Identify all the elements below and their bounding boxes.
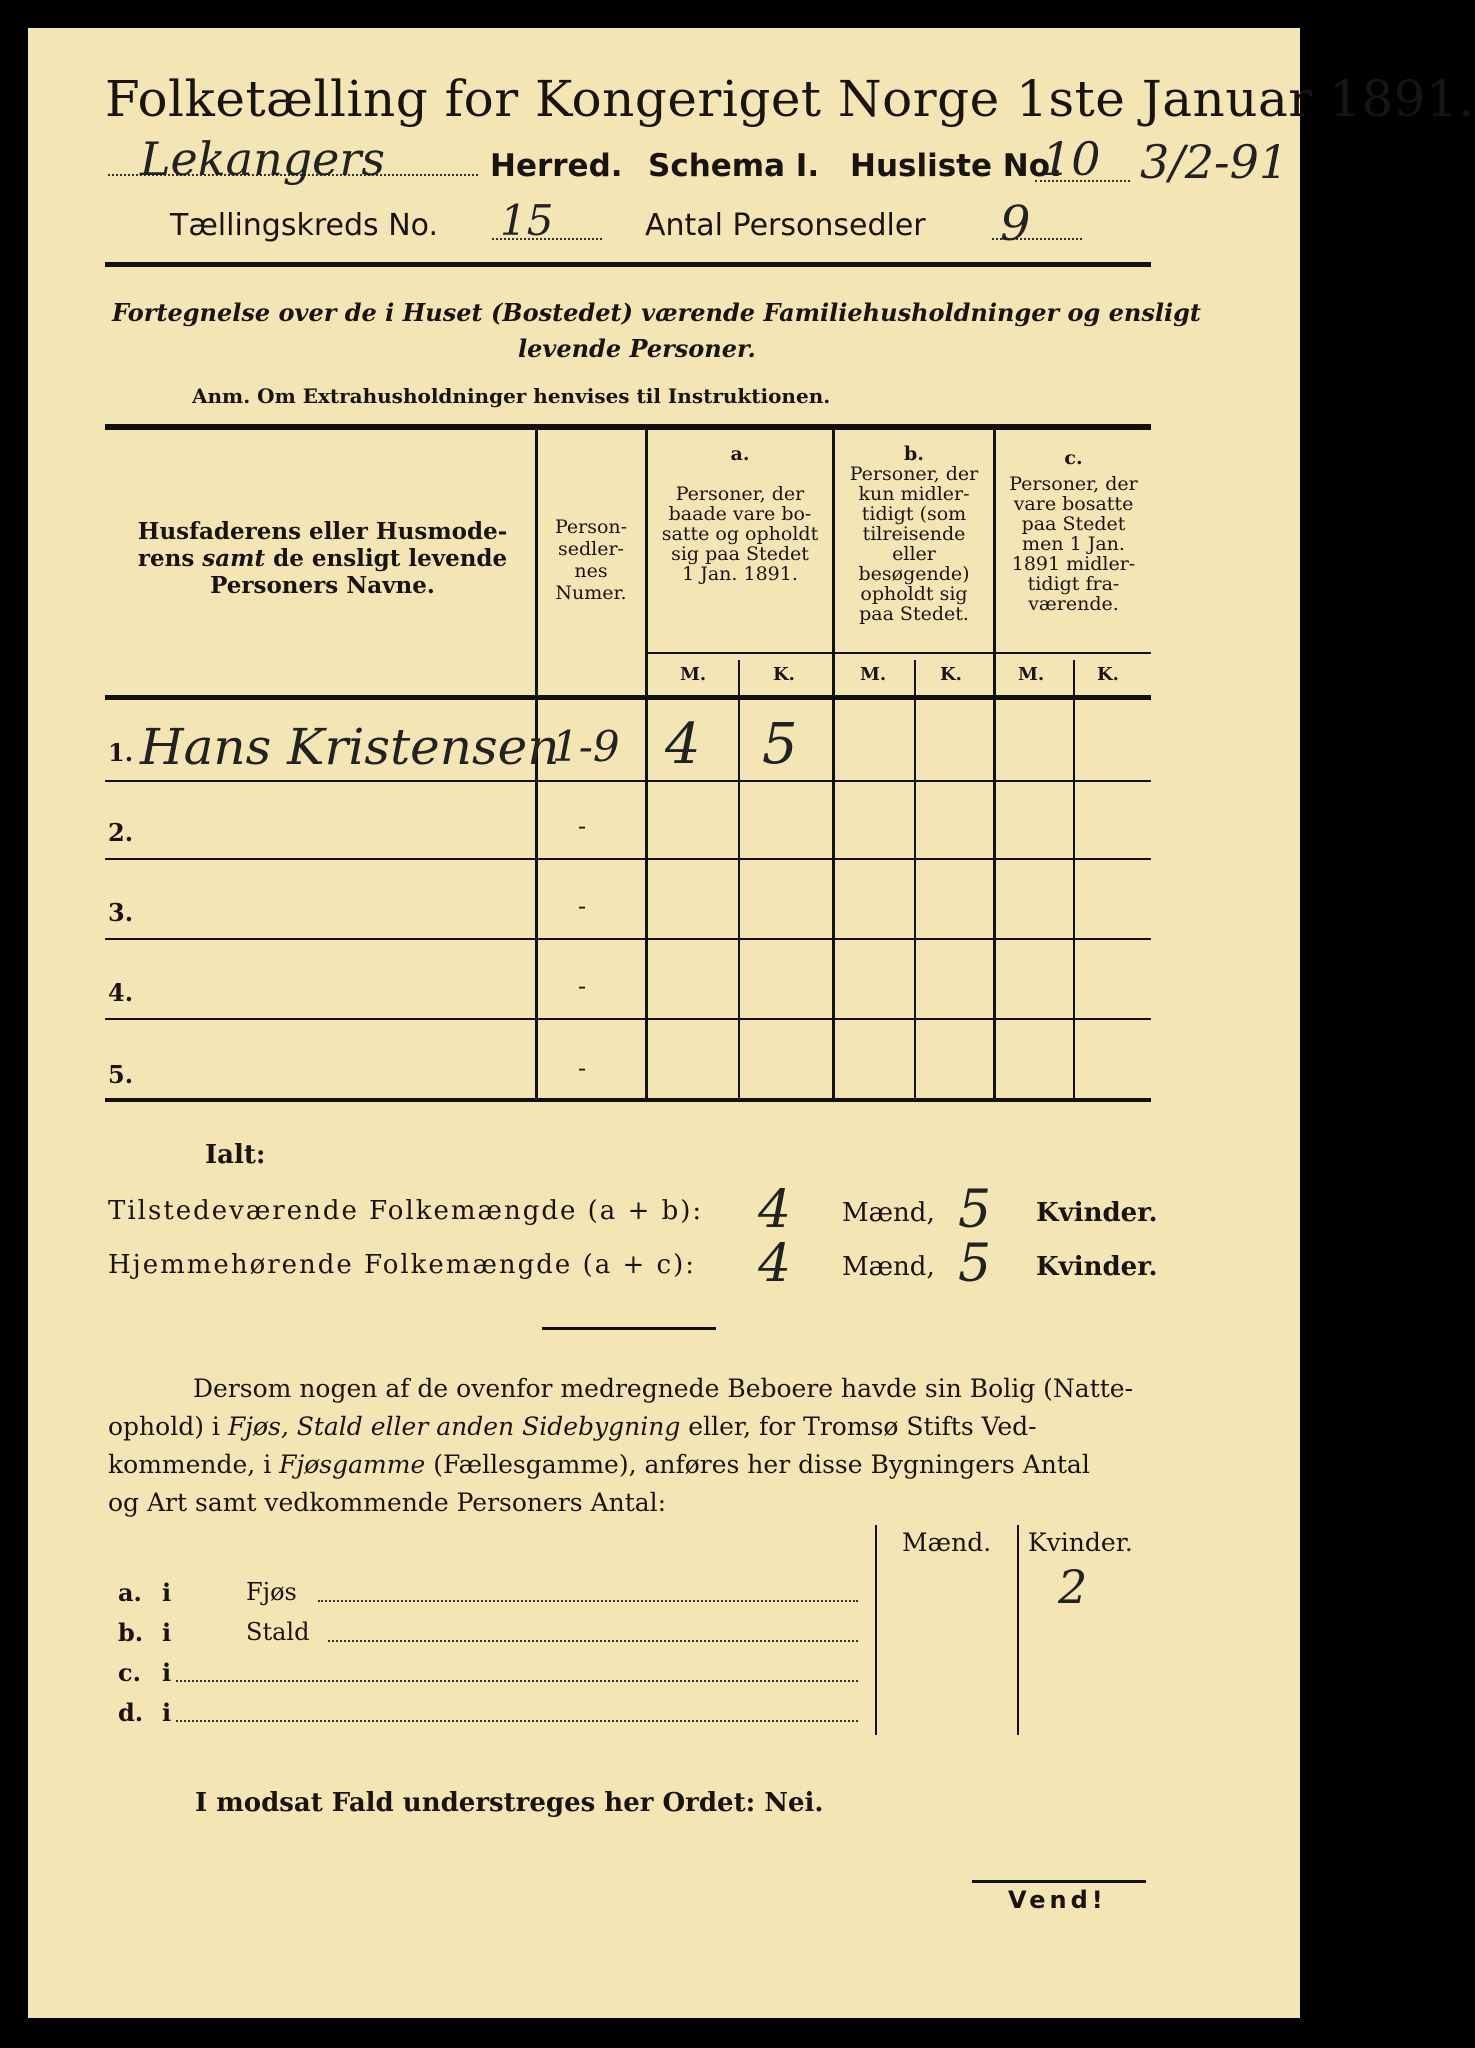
row-number: 4.	[108, 978, 134, 1007]
row-sedler: 1-9	[552, 722, 620, 771]
intro-line-1: Fortegnelse over de i Huset (Bostedet) værende Familiehusholdninger og ensligt	[112, 298, 1201, 327]
buildings-divider-2	[1017, 1525, 1019, 1735]
building-kvinder-value: 2	[1058, 1560, 1088, 1614]
building-label: Stald	[246, 1618, 310, 1646]
building-i: i	[162, 1578, 172, 1607]
col-header-names: Husfaderens eller Husmode- rens samt de ensligt levende Personers Navne.	[137, 518, 508, 599]
vend-rule	[972, 1880, 1146, 1883]
row-name: Hans Kristensen	[140, 718, 560, 776]
total-present-label: Tilstedeværende Folkemængde (a + b):	[108, 1196, 704, 1226]
antal-label: Antal Personsedler	[645, 208, 926, 243]
nei-line: I modsat Fald understreges her Ordet: Nei.	[195, 1788, 824, 1818]
herred-value: Lekangers	[140, 132, 385, 186]
kreds-label: Tællingskreds No.	[170, 208, 438, 243]
building-dotted-line	[328, 1638, 858, 1642]
total-present-kvinder: Kvinder.	[1036, 1198, 1158, 1228]
building-letter: c.	[118, 1658, 141, 1687]
row-rule-4	[105, 1018, 1151, 1020]
row-rule-3	[105, 938, 1151, 940]
building-i: i	[162, 1618, 172, 1647]
row-sedler: -	[578, 812, 587, 840]
row-rule-1	[105, 780, 1151, 782]
herred-label: Herred.	[490, 148, 623, 184]
ialt-label: Ialt:	[205, 1140, 266, 1170]
total-resident-kvinder: Kvinder.	[1036, 1252, 1158, 1282]
building-letter: b.	[118, 1618, 144, 1647]
husliste-label: Husliste No.	[850, 148, 1062, 184]
paragraph-instructions: Dersom nogen af de ovenfor medregnede Beboere havde sin Bolig (Natte- ophold) i Fjøs, Stald eller anden Sidebygning eller, for Tromsø Stifts Ved- kommende, i Fjøsgamme (Fællesgamme), anføres her disse Bygningers Antal og Art samt vedkommende Personers Antal:	[108, 1374, 1134, 1517]
buildings-divider-1	[875, 1525, 877, 1735]
row-sedler: -	[578, 972, 587, 1000]
row-rule-2	[105, 858, 1151, 860]
schema-label: Schema I.	[648, 148, 820, 184]
row-a-k: 5	[762, 712, 798, 777]
antal-value: 9	[1000, 196, 1031, 252]
husliste-value: 10	[1042, 132, 1101, 186]
building-label: Fjøs	[246, 1578, 297, 1606]
building-dotted-line	[318, 1598, 858, 1602]
intro-line-2: levende Personer.	[518, 334, 756, 363]
building-letter: a.	[118, 1578, 142, 1607]
b-m-label: M.	[860, 664, 887, 685]
date-note: 3/2-91	[1140, 135, 1289, 189]
building-i: i	[162, 1658, 172, 1687]
total-present-k: 5	[958, 1180, 992, 1240]
building-letter: d.	[118, 1698, 144, 1727]
a-m-label: M.	[680, 664, 707, 685]
row-number: 3.	[108, 898, 134, 927]
building-dotted-line	[176, 1678, 858, 1682]
total-resident-k: 5	[958, 1234, 992, 1294]
total-present-m: 4	[758, 1180, 792, 1240]
a-k-label: K.	[773, 664, 795, 685]
total-present-maend: Mænd,	[842, 1198, 935, 1228]
mk-header-rule	[648, 652, 1151, 654]
b-k-label: K.	[940, 664, 962, 685]
col-header-c: c. Personer, der vare bosatte paa Stedet men 1 Jan. 1891 midler- tidigt fra- værende.	[1009, 447, 1138, 615]
row-a-m: 4	[665, 712, 701, 777]
buildings-maend-header: Mænd.	[902, 1528, 992, 1557]
col-divider-c-mk	[1073, 660, 1075, 1100]
col-header-b: b. Personer, der kun midler- tidigt (som tilreisende eller besøgende) opholdt sig paa Stedet.	[849, 443, 979, 625]
buildings-kvinder-header: Kvinder.	[1028, 1528, 1133, 1557]
header-rule	[105, 262, 1151, 267]
col-divider-a-mk	[738, 660, 740, 1100]
row-number: 5.	[108, 1060, 134, 1089]
total-resident-m: 4	[758, 1234, 792, 1294]
row-sedler: -	[578, 892, 587, 920]
c-k-label: K.	[1097, 664, 1119, 685]
building-dotted-line	[176, 1718, 858, 1722]
anm-note: Anm. Om Extrahusholdninger henvises til Instruktionen.	[192, 384, 831, 408]
kreds-value: 15	[500, 196, 554, 245]
vend-label: Vend!	[1008, 1886, 1107, 1914]
col-header-a: a. Personer, der baade vare bo- satte og opholdt sig paa Stedet 1 Jan. 1891.	[661, 443, 819, 585]
row-number: 2.	[108, 818, 134, 847]
row-number: 1.	[108, 738, 134, 767]
form-title: Folketælling for Kongeriget Norge 1ste Januar 1891.	[105, 70, 1475, 128]
col-header-num: Person- sedler- nes Numer.	[554, 516, 628, 604]
col-divider-b-mk	[914, 660, 916, 1100]
total-resident-label: Hjemmehørende Folkemængde (a + c):	[108, 1250, 696, 1280]
building-i: i	[162, 1698, 172, 1727]
total-resident-maend: Mænd,	[842, 1252, 935, 1282]
row-sedler: -	[578, 1054, 587, 1082]
separator-rule	[542, 1327, 716, 1330]
c-m-label: M.	[1018, 664, 1045, 685]
